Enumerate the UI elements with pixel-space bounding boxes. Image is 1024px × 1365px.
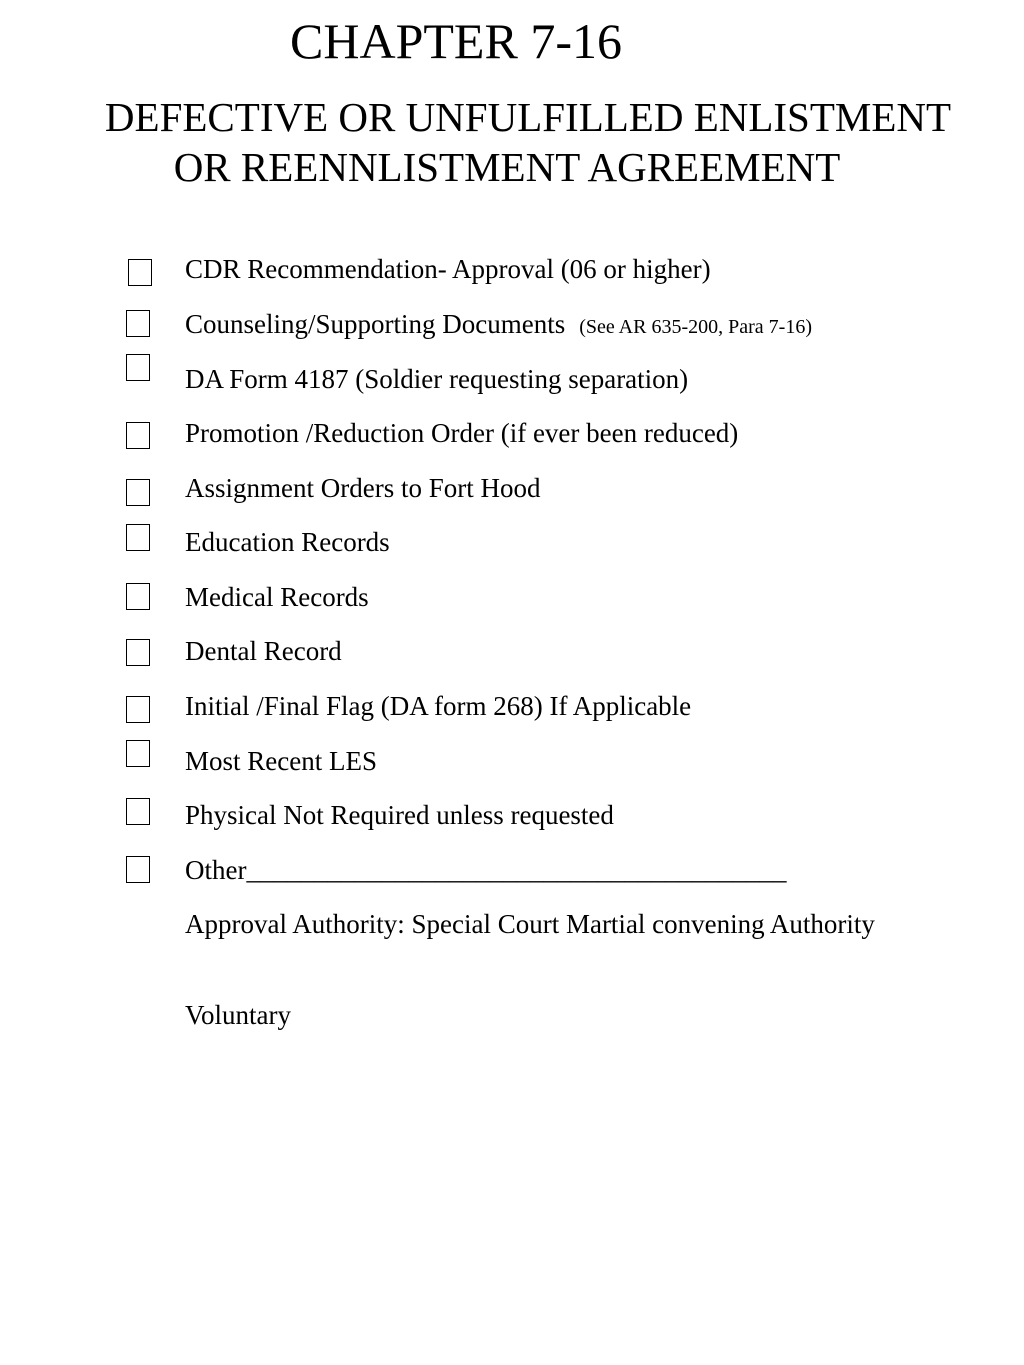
checklist-item-assignment-orders: Assignment Orders to Fort Hood (185, 473, 541, 503)
checkbox-education-records[interactable] (126, 524, 150, 551)
checkbox-other[interactable] (126, 856, 150, 883)
title-line-1: DEFECTIVE OR UNFULFILLED ENLISTMENT (104, 94, 952, 140)
checklist-item-promotion-reduction-order: Promotion /Reduction Order (if ever been reduced) (185, 418, 739, 448)
checkbox-promotion-reduction-order[interactable] (126, 422, 150, 449)
checklist-item-dental-record: Dental Record (185, 636, 342, 666)
checkbox-da-form-4187[interactable] (126, 354, 150, 381)
checkbox-assignment-orders[interactable] (126, 479, 150, 506)
checklist-item-initial-final-flag: Initial /Final Flag (DA form 268) If Applicable (185, 691, 692, 721)
checklist-item-da-form-4187: DA Form 4187 (Soldier requesting separation) (185, 364, 689, 394)
reference-note: (See AR 635-200, Para 7-16) (579, 316, 812, 338)
title-line-2: OR REENNLISTMENT AGREEMENT (173, 144, 841, 190)
checklist-item-other: Other________________________________________ (185, 855, 787, 885)
checklist-item-most-recent-les: Most Recent LES (185, 746, 377, 776)
checklist-item-label: Counseling/Supporting Documents (185, 309, 566, 339)
approval-authority: Approval Authority: Special Court Martial convening Authority (185, 909, 875, 939)
checkbox-cdr-recommendation[interactable] (128, 259, 152, 286)
checkbox-initial-final-flag[interactable] (126, 696, 150, 723)
checkbox-dental-record[interactable] (126, 639, 150, 666)
checklist-item-medical-records: Medical Records (185, 582, 369, 612)
checkbox-counseling-documents[interactable] (126, 310, 150, 337)
checkbox-most-recent-les[interactable] (126, 740, 150, 767)
separation-type: Voluntary (185, 1000, 291, 1030)
checkbox-medical-records[interactable] (126, 583, 150, 610)
document-title (0, 92, 1024, 192)
checklist-item-education-records: Education Records (185, 527, 390, 557)
chapter-heading: CHAPTER 7-16 (290, 13, 622, 69)
checklist-item-cdr-recommendation: CDR Recommendation- Approval (06 or higher) (185, 254, 711, 284)
checkbox-physical-not-required[interactable] (126, 798, 150, 825)
checklist-item-counseling-documents (185, 307, 812, 344)
checklist-item-physical-not-required: Physical Not Required unless requested (185, 800, 614, 830)
